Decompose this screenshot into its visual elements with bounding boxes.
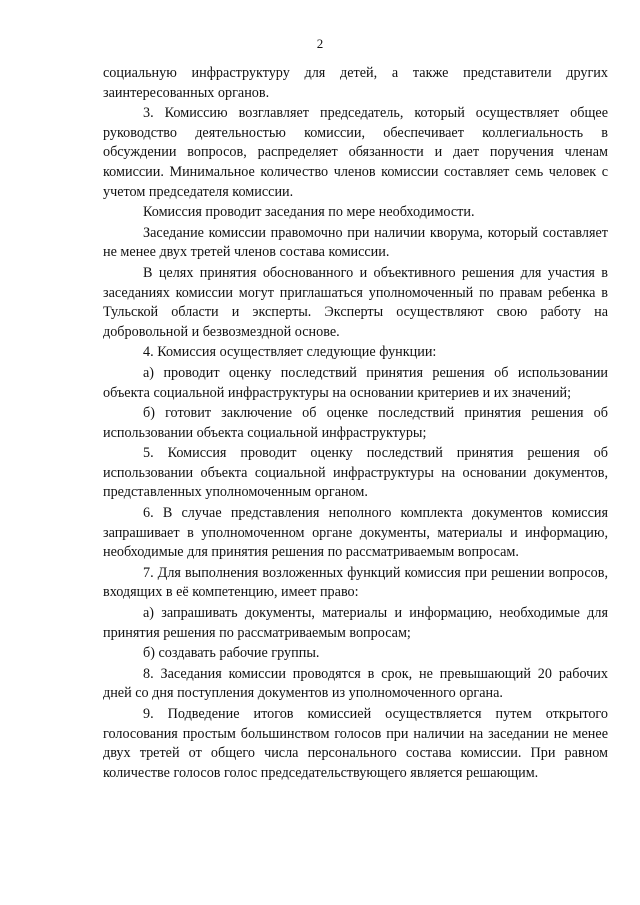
paragraph-continuation: социальную инфраструктуру для детей, а также представители других заинтересованных органов.	[103, 65, 608, 101]
page-number: 2	[316, 36, 324, 51]
paragraph-4: 4. Комиссия осуществляет следующие функции:	[143, 344, 437, 361]
paragraph-7b: б) создавать рабочие группы.	[143, 645, 320, 662]
paragraph-quorum: Заседание комиссии правомочно при наличии кворума, который составляет не менее двух третей членов состава комиссии.	[103, 224, 608, 261]
paragraph-4a: а) проводит оценку последствий принятия решения об использовании объекта социальной инфраструктуры на основании критериев и их значений;	[103, 364, 608, 401]
paragraph-6: 6. В случае представления неполного комплекта документов комиссия запрашивает в уполномоченном органе документы, материалы и информацию, необходимые для принятия решения по рассматриваемым вопросам.	[103, 505, 608, 561]
document-body	[103, 64, 608, 784]
paragraph-7a: а) запрашивать документы, материалы и информацию, необходимые для принятия решения по рассматриваемым вопросам;	[103, 605, 608, 641]
paragraph-8: 8. Заседания комиссии проводятся в срок, не превышающий 20 рабочих дней со дня поступления документов из уполномоченного органа.	[103, 665, 608, 702]
paragraph-3: 3. Комиссию возглавляет председатель, который осуществляет общее руководство деятельностью комиссии, обеспечивает коллегиальность в обсуждении вопросов, распределяет обязанности и дает поручения членам комиссии. Минимальное количество членов комиссии составляет семь человек с учетом председателя комиссии.	[103, 105, 608, 200]
paragraph-5: 5. Комиссия проводит оценку последствий принятия решения об использовании объекта социальной инфраструктуры на основании документов, представленных уполномоченным органом.	[103, 445, 608, 501]
paragraph-experts: В целях принятия обоснованного и объективного решения для участия в заседаниях комиссии могут приглашаться уполномоченный по правам ребенка в Тульской области и эксперты. Эксперты осуществляют свою работу на добровольной и безвозмездной основе.	[103, 264, 608, 340]
paragraph-7: 7. Для выполнения возложенных функций комиссия при решении вопросов, входящих в её компетенцию, имеет право:	[103, 564, 608, 601]
paragraph-9: 9. Подведение итогов комиссией осуществляется путем открытого голосования простым большинством голосов при наличии на заседании не менее двух третей от общего числа персонального состава комиссии. При равном количестве голосов голос председательствующего является решающим.	[103, 706, 608, 781]
paragraph-4b: б) готовит заключение об оценке последствий принятия решения об использовании объекта социальной инфраструктуры;	[103, 405, 608, 441]
paragraph-meetings: Комиссия проводит заседания по мере необходимости.	[143, 204, 475, 221]
